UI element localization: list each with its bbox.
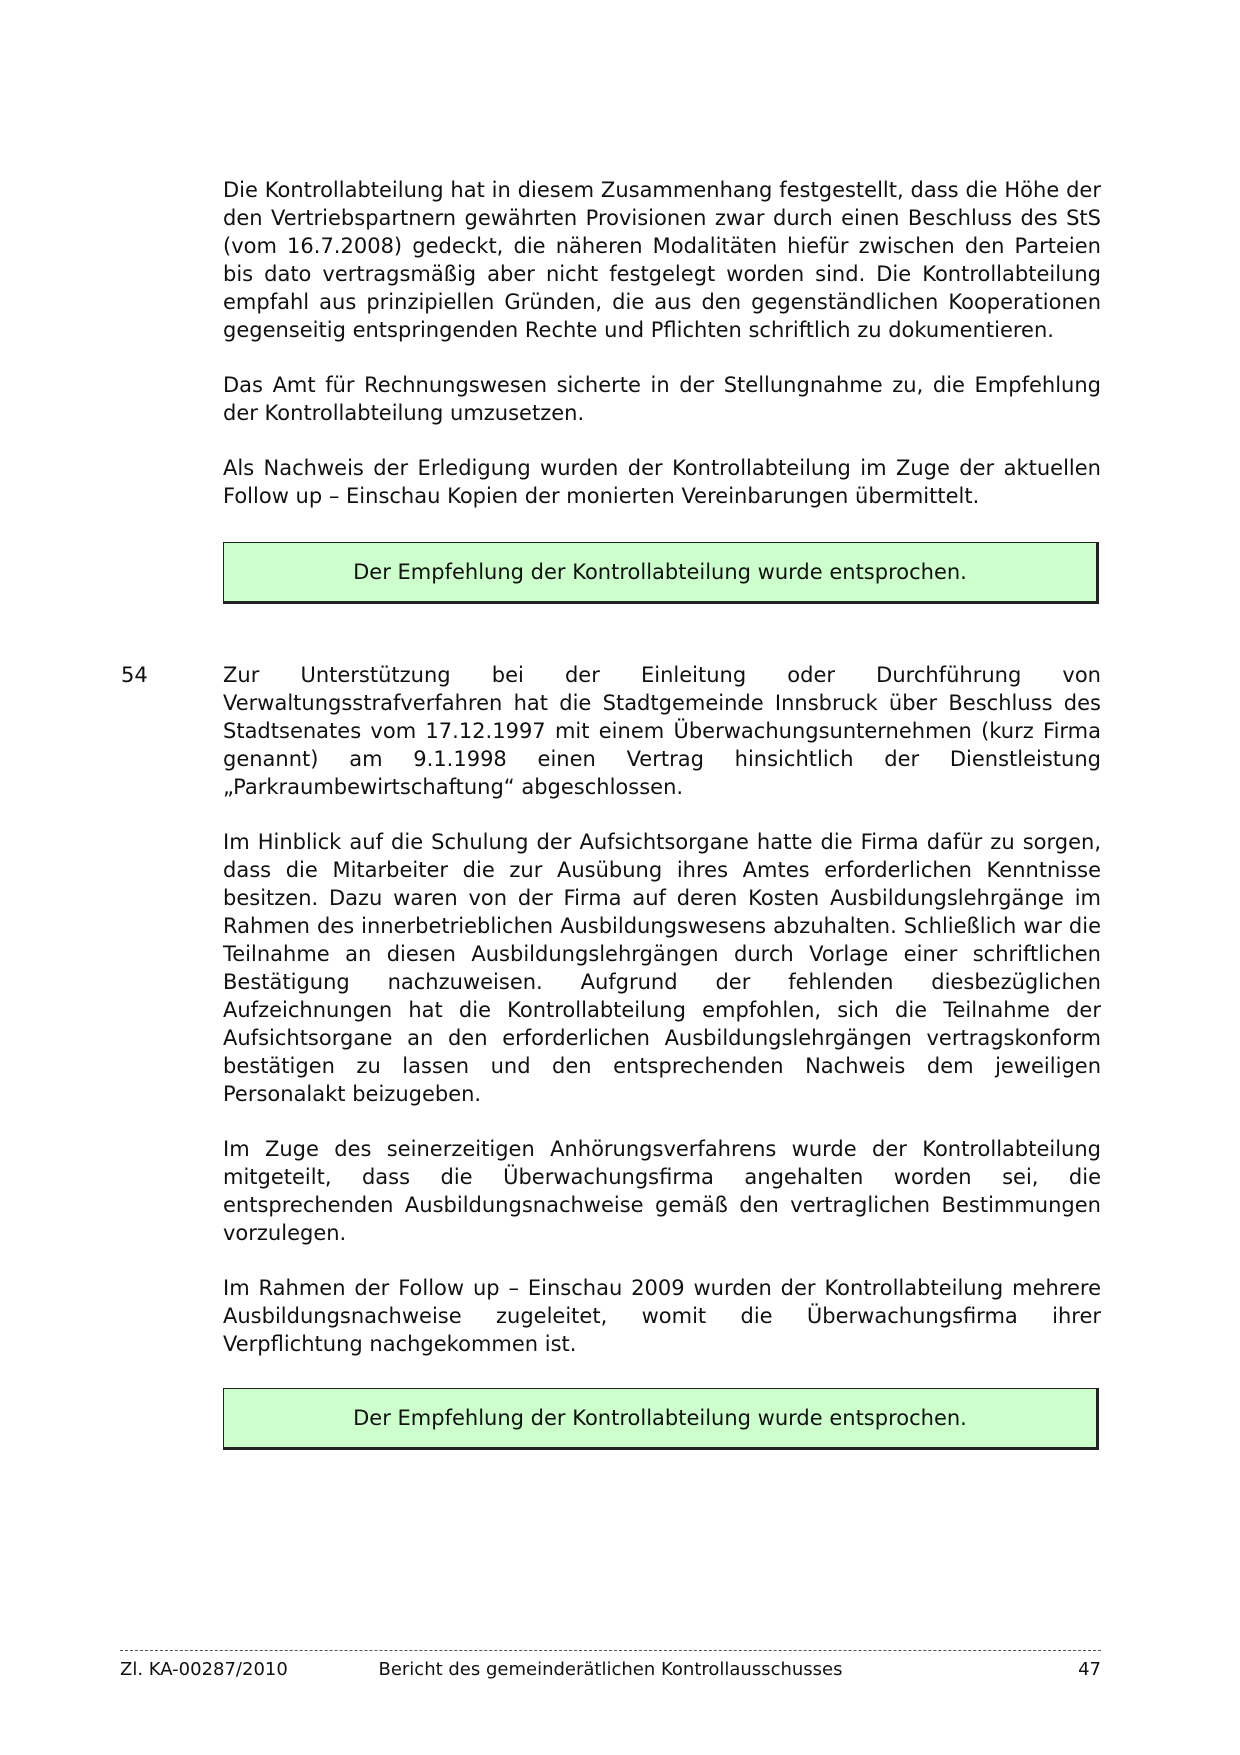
paragraph: Das Amt für Rechnungswesen sicherte in der Stellungnahme zu, die Empfehlung der Kontrollabteilung umzusetzen.	[223, 373, 1101, 425]
paragraph: Die Kontrollabteilung hat in diesem Zusammenhang festgestellt, dass die Höhe der den Vertriebspartnern gewährten Provisionen zwar durch einen Beschluss des StS (vom 16.7.2008) gedeckt, die näheren Modalitäten hiefür zwischen den Parteien bis dato vertragsmäßig aber nicht festgelegt worden sind. Die Kontrollabteilung empfahl aus prinzipiellen Gründen, die aus den gegenständlichen Kooperationen gegenseitig entspringenden Rechte und Pflichten schriftlich zu dokumentieren.	[223, 178, 1101, 342]
paragraph: Als Nachweis der Erledigung wurden der Kontrollabteilung im Zuge der aktuellen Follow up – Einschau Kopien der monierten Vereinbarungen übermittelt.	[223, 456, 1101, 508]
footer-title: Bericht des gemeinderätlichen Kontrollausschusses	[378, 1659, 843, 1680]
conclusion-text: Der Empfehlung der Kontrollabteilung wurde entsprochen.	[353, 560, 967, 584]
conclusion-box	[223, 1388, 1099, 1450]
paragraph: Zur Unterstützung bei der Einleitung oder Durchführung von Verwaltungsstrafverfahren hat die Stadtgemeinde Innsbruck über Beschluss des Stadtsenates vom 17.12.1997 mit einem Überwachungsunternehmen (kurz Firma genannt) am 9.1.1998 einen Vertrag hinsichtlich der Dienstleistung „Parkraumbewirtschaftung“ abgeschlossen.	[223, 663, 1101, 799]
conclusion-text: Der Empfehlung der Kontrollabteilung wurde entsprochen.	[353, 1406, 967, 1430]
paragraph: Im Hinblick auf die Schulung der Aufsichtsorgane hatte die Firma dafür zu sorgen, dass die Mitarbeiter die zur Ausübung ihres Amtes erforderlichen Kenntnisse besitzen. Dazu waren von der Firma auf deren Kosten Ausbildungslehrgänge im Rahmen des innerbetrieblichen Ausbildungswesens abzuhalten. Schließlich war die Teilnahme an diesen Ausbildungslehrgängen durch Vorlage einer schriftlichen Bestätigung nachzuweisen. Aufgrund der fehlenden diesbezüglichen Aufzeichnungen hat die Kontrollabteilung empfohlen, sich die Teilnahme der Aufsichtsorgane an den erforderlichen Ausbildungslehrgängen vertragskonform bestätigen zu lassen und den entsprechenden Nachweis dem jeweiligen Personalakt beizugeben.	[223, 830, 1101, 1106]
page-footer	[120, 1658, 1101, 1682]
paragraph: Im Rahmen der Follow up – Einschau 2009 wurden der Kontrollabteilung mehrere Ausbildungsnachweise zugeleitet, womit die Überwachungsfirma ihrer Verpflichtung nachgekommen ist.	[223, 1276, 1101, 1356]
section-number: 54	[121, 663, 148, 687]
page-content	[121, 176, 1101, 1450]
page-number: 47	[1078, 1659, 1101, 1680]
intro-section	[223, 176, 1101, 604]
footer-reference: Zl. KA-00287/2010	[120, 1659, 288, 1680]
footer-divider	[120, 1650, 1101, 1651]
conclusion-box	[223, 542, 1099, 604]
paragraph: Im Zuge des seinerzeitigen Anhörungsverfahrens wurde der Kontrollabteilung mitgeteilt, dass die Überwachungsfirma angehalten worden sei, die entsprechenden Ausbildungsnachweise gemäß den vertraglichen Bestimmungen vorzulegen.	[223, 1137, 1101, 1245]
section-54	[121, 661, 1101, 1450]
